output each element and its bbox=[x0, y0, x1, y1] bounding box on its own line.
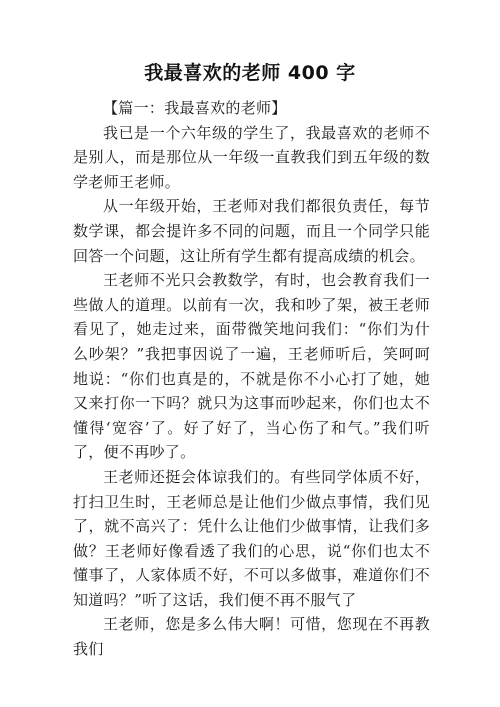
section-label: 【篇一：我最喜欢的老师】 bbox=[103, 99, 287, 117]
paragraph-2: 从一年级开始，王老师对我们都很负责任，每节数学课，都会提许多不同的问题，而且一个同学只能回答一个问题，这让所有学生都有提高成绩的机会。 bbox=[73, 197, 430, 265]
paragraph-1: 我已是一个六年级的学生了，我最喜欢的老师不是别人，而是那位从一年级一直教我们到五年级的数学老师王老师。 bbox=[73, 123, 430, 191]
paragraph-5: 王老师，您是多么伟大啊！可惜，您现在不再教我们 bbox=[73, 615, 430, 659]
document-body bbox=[73, 96, 430, 662]
paragraph-4: 王老师还挺会体谅我们的。有些同学体质不好，打扫卫生时，王老师总是让他们少做点事情，我们见了，就不高兴了：凭什么让他们少做事情，让我们多做？王老师好像看透了我们的心思，说“你们也太不懂事了，人家体质不好，不可以多做事，难道你们不知道吗？”听了这话，我们便不再不服气了 bbox=[73, 467, 430, 609]
document-title: 我最喜欢的老师 400 字 bbox=[144, 62, 356, 84]
paragraph-3: 王老师不光只会教数学，有时，也会教育我们一些做人的道理。以前有一次，我和吵了架，被王老师看见了，她走过来，面带微笑地问我们：“你们为什么吵架？”我把事因说了一遍，王老师听后，笑呵呵地说：“你们也真是的，不就是你不小心打了她，她又来打你一下吗？就只为这事而吵起来，你们也太不懂得‘宽容’了。好了好了，当心伤了和气。”我们听了，便不再吵了。 bbox=[73, 271, 430, 462]
